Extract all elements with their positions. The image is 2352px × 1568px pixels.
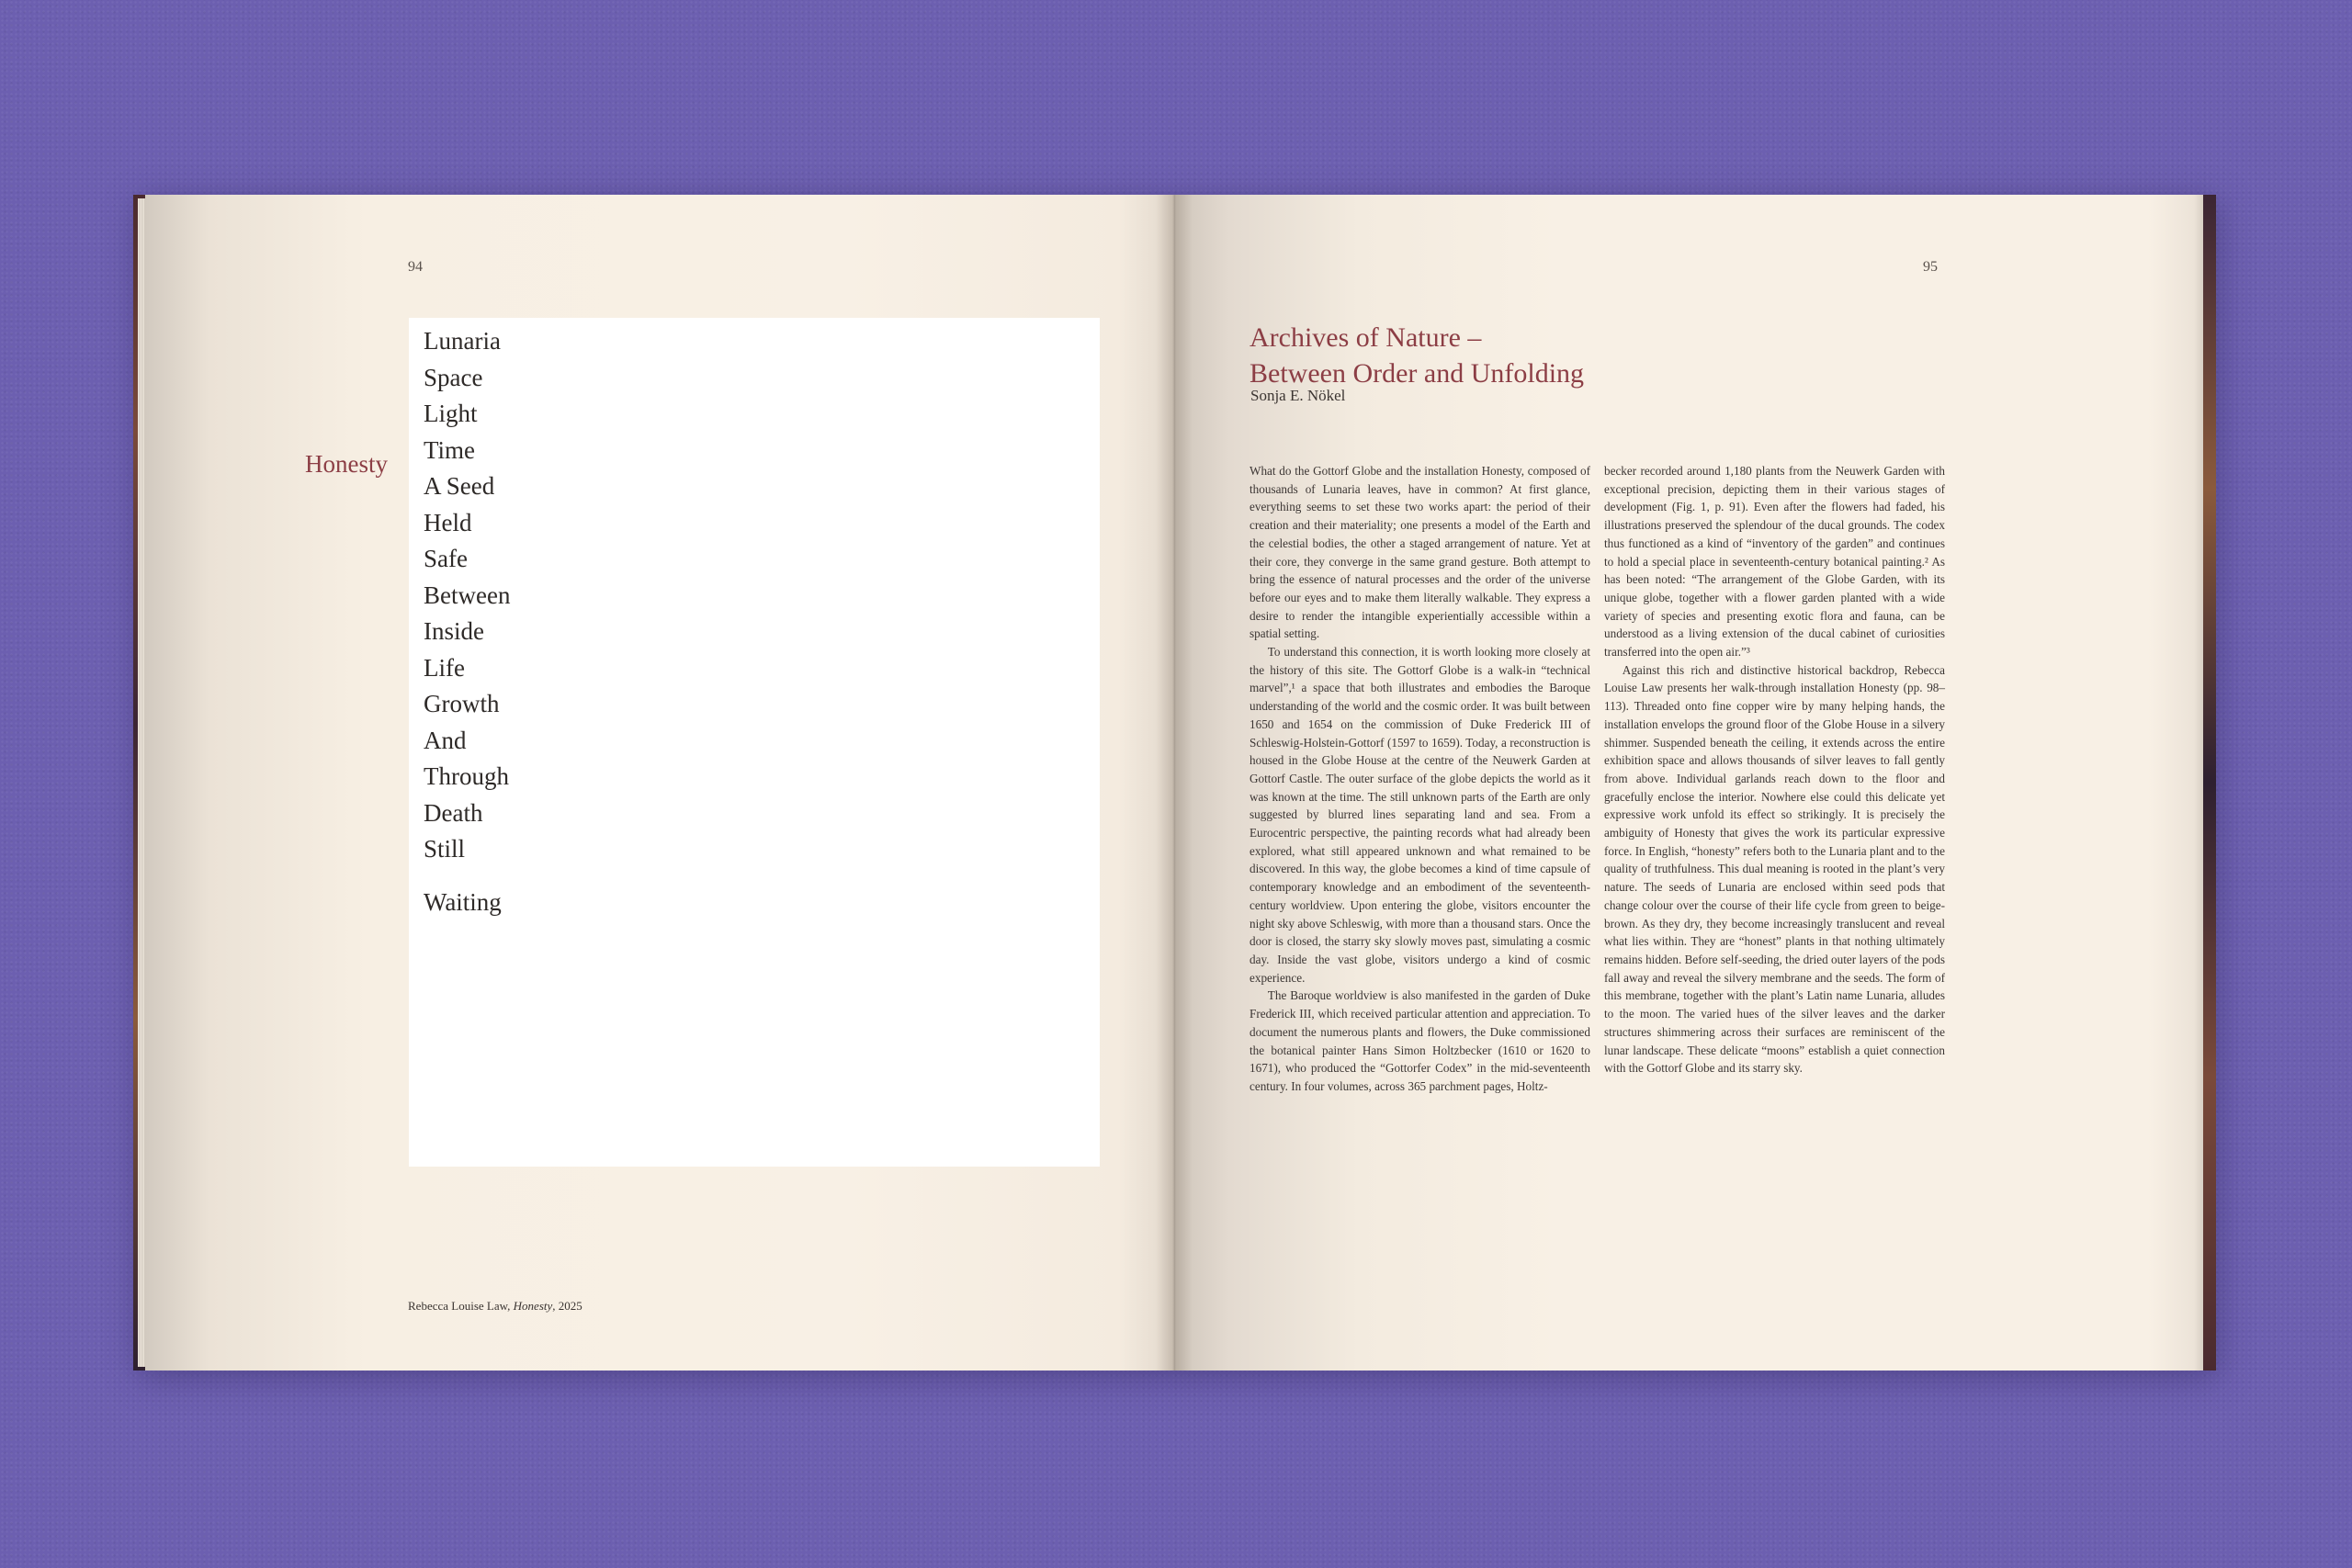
paragraph: Against this rich and distinctive historical backdrop, Rebecca Louise Law presents her walk-through installation Honesty (pp. 98–113). Threaded onto fine copper wire by many helping hands, the installation envelops the ground floor of the Globe House in a silvery shimmer. Suspended beneath the ceiling, it extends across the entire exhibition space and allows thousands of silver leaves to fall gently from above. Individual garlands reach down to the floor and gracefully enclose the interior. Nowhere else could this delicate yet expressive work unfold its effect so strikingly. It is precisely the ambiguity of Honesty that gives the work its particular expressive force. In English, “honesty” refers both to the Lunaria plant and to the quality of truthfulness. This dual meaning is rooted in the plant’s very nature. The seeds of Lunaria are enclosed within seed pods that change colour over the course of their life cycle from green to beige-brown. As they dry, they become increasingly translucent and reveal what lies within. They are “honest” plants in that nothing ultimately remains hidden. Before self-seeding, the dried outer layers of the pods fall away and reveal the silvery membrane and the seeds. The form of this membrane, together with the plant’s Latin name Lunaria, alludes to the moon. The varied hues of the silver leaves and the darker structures shimmering across their surfaces are reminiscent of the lunar landscape. These delicate “moons” establish a quiet connection with the Gottorf Globe and its starry sky. (1604, 662, 1945, 1076)
caption-artist: Rebecca Louise Law, (408, 1299, 514, 1313)
poem-line: Between (424, 581, 511, 609)
poem-line: And (424, 726, 467, 754)
poem-line: Still (424, 835, 466, 863)
paragraph: What do the Gottorf Globe and the installation Honesty, composed of thousands of Lunaria leaves, have in common? At first glance, everything seems to set these two works apart: the period of their creation and their materiality; one presents a model of the Earth and the celestial bodies, the other a staged arrangement of nature. Yet at their core, they converge in the same grand gesture. Both attempt to bring the essence of natural processes and the order of the universe before our eyes and to make them literally walkable. They express a desire to render the intangible experientially accessible within a spatial setting. (1250, 464, 1590, 641)
poem-line-last: Waiting (424, 887, 502, 916)
poem-line: Growth (424, 690, 500, 717)
poem-line: Held (424, 508, 472, 536)
side-label: Honesty (305, 450, 388, 478)
article-title-line-1: Archives of Nature – (1250, 322, 1482, 354)
paragraph: To understand this connection, it is worth looking more closely at the history of this site. The Gottorf Globe is a walk-in “technical marvel”,¹ a space that both illustrates and embodies the Baroque understanding of the world and the cosmic order. It was built between 1650 and 1654 on the commission of Duke Frederick III of Schleswig-Holstein-Gottorf (1597 to 1659). Today, a reconstruction is housed in the Globe House at the centre of the Neuwerk Garden at Gottorf Castle. The outer surface of the globe depicts the world as it was known at the time. The still unknown parts of the Earth are only suggested by blurred lines separating land and sea. From a Eurocentric perspective, the painting records what had already been explored, what still appeared unknown and what remained to be discovered. In this way, the globe becomes a kind of time capsule of contemporary knowledge and an embodiment of the seventeenth-century worldview. Upon entering the globe, visitors encounter the night sky above Schleswig, with more than a thousand stars. Once the door is closed, the starry sky slowly moves past, simulating a cosmic day. Inside the vast globe, visitors undergo a kind of cosmic experience. (1250, 645, 1590, 985)
image-caption (408, 1299, 582, 1314)
page-number-left: 94 (408, 259, 423, 275)
poem-line: Space (424, 363, 483, 391)
right-page (1174, 195, 2203, 1371)
caption-year: , 2025 (552, 1299, 582, 1313)
page-stack-left (138, 198, 145, 1367)
poem-line: Light (424, 400, 478, 427)
poem (424, 323, 510, 920)
paragraph: The Baroque worldview is also manifested in the garden of Duke Frederick III, which received particular attention and appreciation. To document the numerous plants and flowers, the Duke commissioned the botanical painter Hans Simon Holtzbecker (1610 or 1620 to 1671), who produced the “Gottorfer Codex” in the mid-seventeenth century. In four volumes, across 365 parchment pages, Holtz- (1250, 988, 1590, 1093)
caption-work: Honesty (513, 1299, 553, 1313)
paragraph: becker recorded around 1,180 plants from the Neuwerk Garden with exceptional precision, depicting them in their various stages of development (Fig. 1, p. 91). Even after the flowers had faded, his illustrations preserved the splendour of the ducal grounds. The codex thus functioned as a kind of “inventory of the garden” and continues to hold a special place in seventeenth-century botanical painting.² As has been noted: “The arrangement of the Globe Garden, with its unique globe, together with a flower garden planted with a wide variety of species and presenting exotic flora and fauna, can be understood as a living extension of the ducal cabinet of curiosities transferred into the open air.”³ (1604, 464, 1945, 660)
poem-line: Safe (424, 545, 468, 572)
poem-line: Death (424, 798, 483, 827)
poem-line: Through (424, 762, 509, 790)
text-column-right (1604, 462, 1945, 1077)
article-title (1250, 320, 1584, 391)
poem-line: Time (424, 435, 476, 464)
poem-line: A Seed (424, 472, 495, 500)
left-page (145, 195, 1174, 1371)
book-cover-edge-right (2201, 195, 2216, 1371)
article-title-line-2: Between Order and Unfolding (1250, 358, 1585, 389)
book-gutter (1156, 195, 1193, 1371)
text-column-left (1250, 462, 1590, 1096)
poem-panel (409, 318, 1100, 1167)
poem-line: Lunaria (424, 327, 501, 355)
article-author: Sonja E. Nökel (1250, 387, 1346, 404)
poem-line: Life (424, 653, 465, 682)
poem-line: Inside (424, 617, 484, 645)
page-number-right: 95 (1923, 259, 1938, 275)
